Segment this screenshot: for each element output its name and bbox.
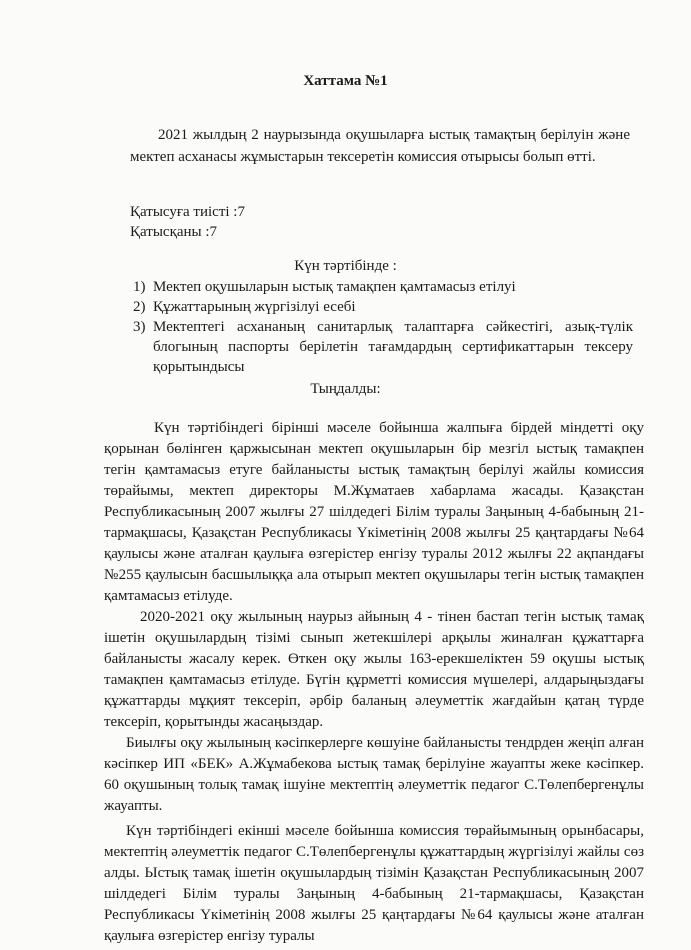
body-paragraph-3: Биылғы оқу жылының кәсіпкерлерге көшуіне байланысты тендрден жеңіп алған кәсіпкер ИП «БЕК» А.Жұмабекова ыстық тамақ берілуіне жауапты жеке кәсіпкер. 60 оқушының толық тамақ ішуіне мектептің әлеуметтік педагог С.Төлепбергенұлы жауапты.: [104, 735, 644, 814]
attendance-attended: Қатысқаны :7: [130, 224, 218, 240]
minutes-body: [104, 418, 644, 947]
body-paragraph-4: Күн тәртібіндегі екінші мәселе бойынша комиссия төрайымының орынбасары, мектептің әлеуметтік педагог С.Төлепбергенұлы құжаттардың жүргізілуі жайлы сөз алды. Ыстық тамақ ішетін оқушылардың тізімін Қазақстан Республикасының 2007 шілдедегі Білім туралы Заңының 4-бабының 21-тармақшасы, Қазақстан Республикасы Үкіметінің 2008 жылғы 25 қаңтардағы №64 қаулысы және аталған қаулыға өзгерістер енгізу туралы: [104, 823, 644, 944]
intro-paragraph: 2021 жылдың 2 наурызында оқушыларға ыстық тамақтың берілуін және мектеп асханасы жұмыстарын тексеретін комиссия отырысы болып өтті.: [130, 127, 630, 165]
heard-heading: Тыңдалды:: [310, 381, 381, 397]
agenda-item: [133, 297, 633, 317]
agenda-item: [133, 277, 633, 297]
attendance-should-attend: Қатысуға тиісті :7: [130, 204, 245, 220]
body-paragraph-1: Күн тәртібіндегі бірінші мәселе бойынша жалпыға бірдей міндетті оқу қорынан бөлінген қаржысынан мектеп оқушыларын бір мезгіл ыстық тамақпен тегін қамтамасыз етуге байланысты ыстық тамақтың берілуі жайлы комиссия төрайымы, мектеп директоры М.Жұматаев хабарлама жасады. Қазақстан Республикасының 2007 жылғы 27 шілдедегі Білім туралы Заңының 4-бабының 21-тармақшасы, Қазақстан Республикасы Үкіметінің 2008 жылғы 25 қаңтардағы №64 қаулысы және аталған қаулыға өзгерістер енгізу туралы 2012 жылғы 22 ақпандағы №255 қаулысын басшылыққа ала отырып мектеп оқушылары тегін ыстық тамақпен қамтамасыз етілуде.: [104, 420, 644, 604]
agenda-list: [133, 277, 633, 377]
agenda-item-text: Құжаттарының жүргізілуі есебі: [153, 299, 356, 315]
agenda-item-number: 3): [133, 319, 146, 335]
agenda-item-text: Мектептегі асхананың санитарлық талаптарға сәйкестігі, азық-түлік блогының паспорты берілетін тағамдардың сертификаттарын тексеру қорытындысы: [153, 319, 633, 375]
agenda-item: [133, 317, 633, 377]
document-title: Хаттама №1: [303, 73, 388, 89]
body-paragraph-2: 2020-2021 оқу жылының наурыз айының 4 - тінен бастап тегін ыстық тамақ ішетін оқушылардың тізімі сынып жетекшілері арқылы жиналған құжаттарға байланысты жасалу керек. Өткен оқу жылы 163-ерекшеліктен 59 оқушы ыстық тамақпен қамтамасыз етілуде. Бүгін құрметті комиссия мүшелері, алдарыңыздағы құжаттарды мұқият тексеріп, әрбір баланың әлеуметтік жағдайын қатаң түрде тексеріп, қорытынды жасаңыздар.: [104, 609, 644, 730]
agenda-item-text: Мектеп оқушыларын ыстық тамақпен қамтамасыз етілуі: [153, 279, 516, 295]
agenda-item-number: 2): [133, 299, 146, 315]
agenda-item-number: 1): [133, 279, 146, 295]
agenda-heading: Күн тәртібінде :: [294, 258, 397, 274]
